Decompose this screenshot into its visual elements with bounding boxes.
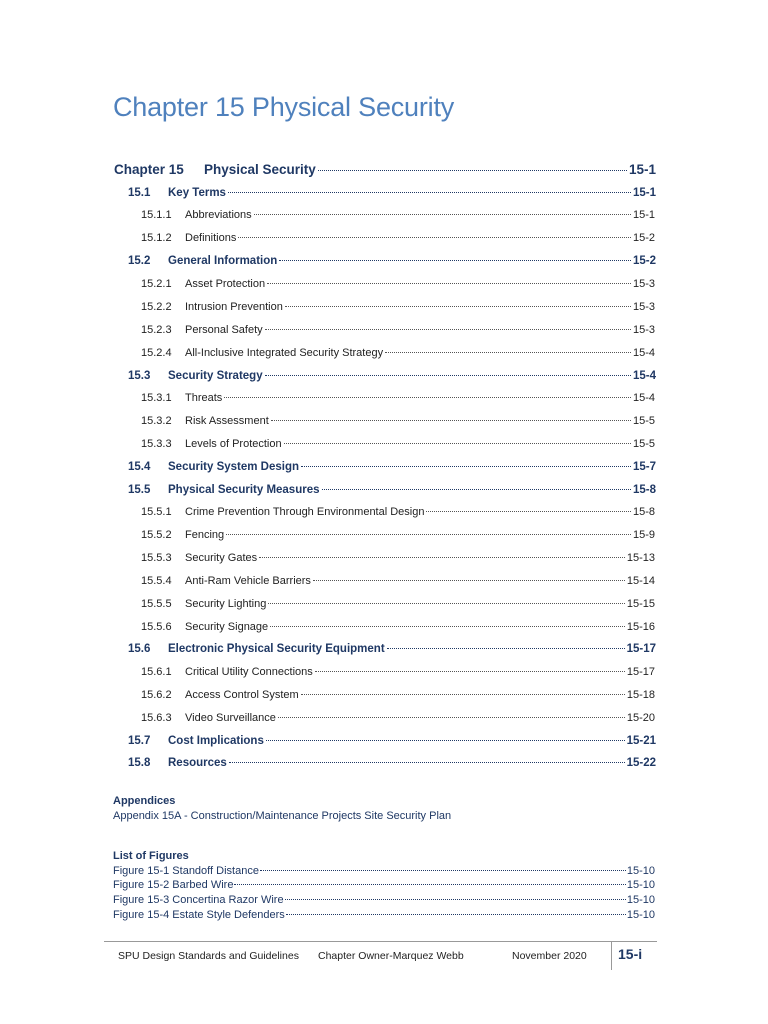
toc-entry-number: 15.5.4 xyxy=(141,575,172,587)
toc-entry-title: Security System Design xyxy=(168,461,300,473)
toc-entry-page: 15-18 xyxy=(626,689,655,701)
toc-entry-number: 15.6 xyxy=(128,643,151,655)
toc-leader-dots xyxy=(284,443,631,444)
toc-leader-dots xyxy=(265,329,631,330)
figure-entry[interactable] xyxy=(0,879,768,891)
toc-entry-title: Access Control System xyxy=(185,689,299,701)
toc-entry-page: 15-1 xyxy=(632,209,655,221)
toc-entry-title: Intrusion Prevention xyxy=(185,301,283,313)
figure-entry[interactable] xyxy=(0,909,768,921)
toc-entry[interactable] xyxy=(0,324,768,336)
toc-entry[interactable] xyxy=(0,392,768,404)
figure-leader-dots xyxy=(260,870,626,871)
toc-entry-number: 15.6.3 xyxy=(141,712,172,724)
toc-entry[interactable] xyxy=(0,666,768,678)
toc-entry-title: Threats xyxy=(185,392,223,404)
figure-entry[interactable] xyxy=(0,865,768,877)
toc-entry[interactable] xyxy=(0,529,768,541)
toc-entry-page: 15-4 xyxy=(632,392,655,404)
toc-entry-page: 15-1 xyxy=(628,162,656,177)
toc-entry-page: 15-2 xyxy=(632,232,655,244)
toc-entry-title: Abbreviations xyxy=(185,209,252,221)
toc-entry-page: 15-20 xyxy=(626,712,655,724)
toc-entry-number: 15.5.5 xyxy=(141,598,172,610)
toc-entry-number: 15.5.2 xyxy=(141,529,172,541)
toc-entry-title: Physical Security xyxy=(204,162,316,177)
toc-entry-title: Security Strategy xyxy=(168,370,263,382)
toc-entry-page: 15-13 xyxy=(626,552,655,564)
toc-entry-page: 15-9 xyxy=(632,529,655,541)
toc-entry-title: Cost Implications xyxy=(168,735,264,747)
toc-entry[interactable] xyxy=(0,301,768,313)
toc-entry-page: 15-15 xyxy=(626,598,655,610)
toc-entry[interactable] xyxy=(0,278,768,290)
figure-leader-dots xyxy=(285,899,626,900)
figure-leader-dots xyxy=(234,884,625,885)
toc-entry-page: 15-21 xyxy=(626,735,656,747)
toc-entry-number: 15.1.1 xyxy=(141,209,172,221)
toc-entry-title: Key Terms xyxy=(168,187,226,199)
footer-document-title: SPU Design Standards and Guidelines xyxy=(118,950,299,962)
toc-entry[interactable] xyxy=(0,347,768,359)
toc-entry-number: 15.2.4 xyxy=(141,347,172,359)
toc-leader-dots xyxy=(322,489,631,490)
footer-rule xyxy=(104,941,657,942)
toc-entry-title: Video Surveillance xyxy=(185,712,276,724)
toc-entry-number: 15.3 xyxy=(128,370,151,382)
toc-entry-page: 15-22 xyxy=(626,757,656,769)
toc-leader-dots xyxy=(268,603,625,604)
toc-entry-page: 15-8 xyxy=(632,484,656,496)
toc-leader-dots xyxy=(385,352,631,353)
toc-entry-page: 15-16 xyxy=(626,621,655,633)
toc-entry-number: Chapter 15 xyxy=(114,162,184,177)
figures-heading: List of Figures xyxy=(113,850,189,862)
toc-entry-page: 15-3 xyxy=(632,301,655,313)
toc-entry-number: 15.4 xyxy=(128,461,151,473)
toc-entry[interactable] xyxy=(0,552,768,564)
toc-entry-page: 15-2 xyxy=(632,255,656,267)
toc-entry-title: Anti-Ram Vehicle Barriers xyxy=(185,575,311,587)
toc-entry-title: Critical Utility Connections xyxy=(185,666,313,678)
footer-divider xyxy=(611,942,612,970)
toc-leader-dots xyxy=(387,648,625,649)
toc-entry[interactable] xyxy=(0,162,768,177)
toc-leader-dots xyxy=(301,466,631,467)
toc-entry-title: Security Signage xyxy=(185,621,269,633)
toc-entry-title: All-Inclusive Integrated Security Strategy xyxy=(185,347,384,359)
figure-leader-dots xyxy=(286,914,626,915)
toc-leader-dots xyxy=(224,397,631,398)
figure-entry-page: 15-10 xyxy=(626,894,655,906)
toc-entry[interactable] xyxy=(0,461,768,473)
toc-entry[interactable] xyxy=(0,689,768,701)
toc-entry[interactable] xyxy=(0,598,768,610)
toc-leader-dots xyxy=(426,511,630,512)
toc-leader-dots xyxy=(259,557,625,558)
toc-leader-dots xyxy=(229,762,625,763)
toc-entry-page: 15-7 xyxy=(632,461,656,473)
figure-entry-page: 15-10 xyxy=(626,879,655,891)
toc-leader-dots xyxy=(226,534,631,535)
toc-entry[interactable] xyxy=(0,643,768,655)
toc-entry-page: 15-4 xyxy=(632,347,655,359)
toc-leader-dots xyxy=(270,626,625,627)
toc-entry[interactable] xyxy=(0,370,768,382)
toc-entry[interactable] xyxy=(0,621,768,633)
toc-entry[interactable] xyxy=(0,757,768,769)
toc-leader-dots xyxy=(254,214,631,215)
toc-entry-number: 15.2.1 xyxy=(141,278,172,290)
toc-entry-title: Personal Safety xyxy=(185,324,263,336)
toc-leader-dots xyxy=(271,420,631,421)
toc-entry-number: 15.6.2 xyxy=(141,689,172,701)
appendix-link[interactable]: Appendix 15A - Construction/Maintenance Projects Site Security Plan xyxy=(113,810,452,822)
toc-entry[interactable] xyxy=(0,438,768,450)
footer-chapter-owner: Chapter Owner-Marquez Webb xyxy=(318,950,464,962)
figure-entry-title: Figure 15-1 Standoff Distance xyxy=(113,865,259,877)
toc-entry-number: 15.5.6 xyxy=(141,621,172,633)
toc-leader-dots xyxy=(278,717,625,718)
toc-leader-dots xyxy=(228,192,631,193)
figure-entry[interactable] xyxy=(0,894,768,906)
figure-entry-page: 15-10 xyxy=(626,909,655,921)
toc-entry-title: Fencing xyxy=(185,529,225,541)
toc-entry-number: 15.3.2 xyxy=(141,415,172,427)
footer-date: November 2020 xyxy=(512,950,587,962)
toc-entry-title: Electronic Physical Security Equipment xyxy=(168,643,385,655)
toc-entry-page: 15-3 xyxy=(632,278,655,290)
toc-entry-number: 15.5 xyxy=(128,484,151,496)
toc-leader-dots xyxy=(315,671,625,672)
figure-entry-title: Figure 15-3 Concertina Razor Wire xyxy=(113,894,284,906)
toc-entry-title: Physical Security Measures xyxy=(168,484,320,496)
toc-entry[interactable] xyxy=(0,187,768,199)
toc-entry[interactable] xyxy=(0,484,768,496)
toc-leader-dots xyxy=(267,283,631,284)
toc-entry-title: Risk Assessment xyxy=(185,415,269,427)
toc-entry-number: 15.2.3 xyxy=(141,324,172,336)
toc-entry-title: Resources xyxy=(168,757,227,769)
toc-entry-number: 15.3.3 xyxy=(141,438,172,450)
toc-entry-page: 15-14 xyxy=(626,575,655,587)
toc-entry-title: Crime Prevention Through Environmental Design xyxy=(185,506,425,518)
toc-entry[interactable] xyxy=(0,575,768,587)
toc-leader-dots xyxy=(285,306,631,307)
footer-page-number: 15-i xyxy=(618,946,643,962)
toc-entry-number: 15.3.1 xyxy=(141,392,172,404)
toc-entry-page: 15-5 xyxy=(632,415,655,427)
toc-leader-dots xyxy=(301,694,625,695)
toc-entry-number: 15.2.2 xyxy=(141,301,172,313)
toc-entry-number: 15.8 xyxy=(128,757,151,769)
toc-entry-number: 15.6.1 xyxy=(141,666,172,678)
toc-entry-page: 15-5 xyxy=(632,438,655,450)
toc-entry-title: Security Lighting xyxy=(185,598,267,610)
toc-entry[interactable] xyxy=(0,209,768,221)
chapter-heading: Chapter 15 Physical Security xyxy=(113,92,455,122)
toc-leader-dots xyxy=(238,237,631,238)
toc-entry-page: 15-3 xyxy=(632,324,655,336)
toc-entry-page: 15-4 xyxy=(632,370,656,382)
toc-leader-dots xyxy=(265,375,631,376)
toc-entry[interactable] xyxy=(0,232,768,244)
toc-entry[interactable] xyxy=(0,506,768,518)
toc-entry-title: Asset Protection xyxy=(185,278,266,290)
toc-entry[interactable] xyxy=(0,735,768,747)
toc-entry-title: Security Gates xyxy=(185,552,258,564)
toc-entry-number: 15.7 xyxy=(128,735,151,747)
toc-entry-page: 15-17 xyxy=(626,643,656,655)
figure-entry-title: Figure 15-2 Barbed Wire xyxy=(113,879,234,891)
toc-entry-number: 15.2 xyxy=(128,255,151,267)
toc-entry[interactable] xyxy=(0,415,768,427)
toc-entry-page: 15-8 xyxy=(632,506,655,518)
toc-entry-page: 15-1 xyxy=(632,187,656,199)
figure-entry-title: Figure 15-4 Estate Style Defenders xyxy=(113,909,285,921)
toc-entry-number: 15.1.2 xyxy=(141,232,172,244)
toc-entry[interactable] xyxy=(0,712,768,724)
toc-entry-title: Levels of Protection xyxy=(185,438,282,450)
toc-entry-title: Definitions xyxy=(185,232,237,244)
appendices-heading: Appendices xyxy=(113,795,176,807)
toc-entry-page: 15-17 xyxy=(626,666,655,678)
toc-entry[interactable] xyxy=(0,255,768,267)
figure-entry-page: 15-10 xyxy=(626,865,655,877)
toc-leader-dots xyxy=(279,260,631,261)
toc-entry-number: 15.1 xyxy=(128,187,151,199)
toc-entry-number: 15.5.1 xyxy=(141,506,172,518)
toc-leader-dots xyxy=(313,580,625,581)
toc-entry-number: 15.5.3 xyxy=(141,552,172,564)
toc-entry-title: General Information xyxy=(168,255,278,267)
toc-leader-dots xyxy=(266,740,625,741)
toc-leader-dots xyxy=(318,170,627,171)
